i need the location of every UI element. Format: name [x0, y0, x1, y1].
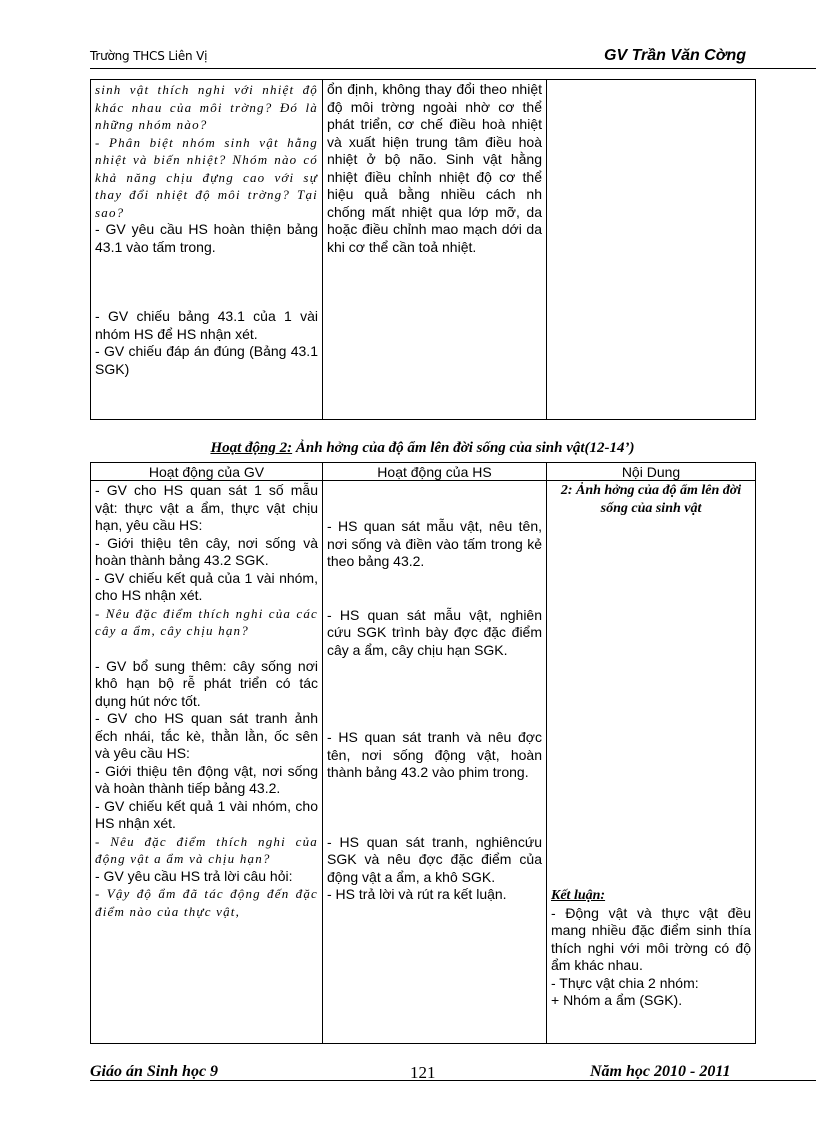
- header-teacher: GV Trần Văn Cờng: [604, 47, 747, 64]
- spacer: [551, 517, 751, 887]
- spacer: [95, 256, 318, 308]
- teacher-activity-cell: [91, 481, 323, 1044]
- gv-step: - GV cho HS quan sát 1 số mẫu vật: thực vật a ẩm, thực vật chịu hạn, yêu cầu HS:: [95, 482, 318, 533]
- gv-question: - Nêu đặc điểm thích nghi của động vật a ẩm và chịu hạn?: [95, 833, 318, 866]
- spacer: [327, 571, 542, 607]
- gv-question: sinh vật thích nghi với nhiệt độ khác nhau của môi trờng? Đó là những nhóm nào?: [95, 82, 318, 132]
- hs-step: - HS trả lời và rút ra kết luận.: [327, 886, 507, 902]
- gv-question: - Phân biệt nhóm sinh vật hằng nhiệt và biến nhiệt? Nhóm nào có khả năng chịu đựng cao với sự thay đổi nhiệt độ môi trờng? Tại sao?: [95, 134, 318, 220]
- col-header-hs: Hoạt động của HS: [323, 463, 547, 481]
- activity-2-label: Hoạt động 2:: [210, 440, 293, 456]
- teacher-activity-cell: [91, 80, 323, 420]
- student-activity-cell: [323, 80, 547, 420]
- gv-step: - GV bổ sung thêm: cây sống nơi khô hạn bộ rễ phát triển có tác dụng hút nớc tốt.: [95, 657, 318, 709]
- hs-step: - HS quan sát mẫu vật, nghiên cứu SGK trình bày đợc đặc điểm cây a ẩm, cây chịu hạn SGK.: [327, 606, 542, 658]
- gv-step: - GV chiếu kết quả 1 vài nhóm, cho HS nhận xét.: [95, 797, 318, 831]
- hs-step: - HS quan sát tranh và nêu đợc tên, nơi sống động vật, hoàn thành bảng 43.2 vào phim trong.: [327, 729, 542, 780]
- gv-instruction: - GV yêu cầu HS hoàn thiện bảng 43.1 vào tấm trong.: [95, 221, 318, 255]
- gv-step: - Giới thiệu tên động vật, nơi sống và hoàn thành tiếp bảng 43.2.: [95, 762, 318, 796]
- header-school: Trường THCS Liên Vị: [90, 49, 208, 63]
- content-cell: [547, 481, 756, 1044]
- conclusion-item: - Thực vật chia 2 nhóm:: [551, 974, 699, 991]
- conclusion-item: - Động vật và thực vật đều mang nhiều đặc điểm sinh thía thích nghi với môi trờng có độ ẩm khác nhau.: [551, 904, 751, 973]
- hs-step: - HS quan sát tranh, nghiêncứu SGK và nêu đợc đặc điểm của động vật a ẩm, a khô SGK.: [327, 833, 542, 885]
- lesson-table-2: [90, 462, 756, 1044]
- gv-step: - GV yêu cầu HS trả lời câu hỏi:: [95, 867, 293, 884]
- gv-step: - GV cho HS quan sát tranh ảnh ếch nhái, tắc kè, thằn lằn, ốc sên và yêu cầu HS:: [95, 710, 318, 761]
- gv-question: - Nêu đặc điểm thích nghi của các cây a ẩm, cây chịu hạn?: [95, 605, 318, 638]
- conclusion-label: Kết luận:: [551, 888, 606, 903]
- footer-school-year: Năm học 2010 - 2011: [590, 1063, 731, 1080]
- spacer: [327, 782, 542, 834]
- header-divider: [90, 68, 816, 69]
- spacer: [327, 659, 542, 729]
- gv-instruction: - GV chiếu bảng 43.1 của 1 vài nhóm HS để HS nhận xét.: [95, 308, 318, 342]
- lesson-table-1: [90, 79, 756, 420]
- gv-question: - Vậy độ ẩm đã tác động đến đặc điểm nào của thực vật,: [95, 886, 318, 919]
- hs-answer: ổn định, không thay đổi theo nhiệt độ môi trờng ngoài nhờ cơ thể phát triển, cơ chế điều hoà nhiệt và xuất hiện trung tâm điều hoà nhiệt ở bộ não. Sinh vật hằng nhiệt điều chỉnh nhiệt độ cơ thể hiệu quả bằng nhiều cách nh chống mất nhiệt qua lớp mỡ, da hoặc điều chỉnh mao mạch dới da khi cơ thể cần toả nhiệt.: [327, 81, 542, 255]
- gv-instruction: - GV chiếu đáp án đúng (Bảng 43.1 SGK): [95, 343, 318, 377]
- col-header-gv: Hoạt động của GV: [91, 463, 323, 481]
- gv-step: - GV chiếu kết quả của 1 vài nhóm, cho HS nhận xét.: [95, 569, 318, 603]
- footer-divider: [90, 1080, 816, 1081]
- gv-step: - Giới thiệu tên cây, nơi sống và hoàn thành bảng 43.2 SGK.: [95, 534, 318, 568]
- spacer: [95, 640, 318, 658]
- col-header-nd: Nội Dung: [547, 463, 756, 481]
- hs-step: - HS quan sát mẫu vật, nêu tên, nơi sống và điền vào tấm trong kẻ theo bảng 43.2.: [327, 518, 542, 569]
- content-cell: [547, 80, 756, 420]
- student-activity-cell: [323, 481, 547, 1044]
- activity-2-topic: Ảnh hởng của độ ẩm lên đời sống của sinh vật(12-14’): [292, 440, 635, 456]
- conclusion-item: + Nhóm a ẩm (SGK).: [551, 992, 683, 1008]
- footer-course: Giáo án Sinh học 9: [90, 1063, 219, 1080]
- content-heading: 2: Ảnh hởng của độ ẩm lên đời sống của sinh vật: [560, 483, 742, 516]
- activity-2-title: [90, 440, 755, 457]
- spacer: [327, 482, 542, 518]
- footer-page-number: 121: [410, 1063, 436, 1082]
